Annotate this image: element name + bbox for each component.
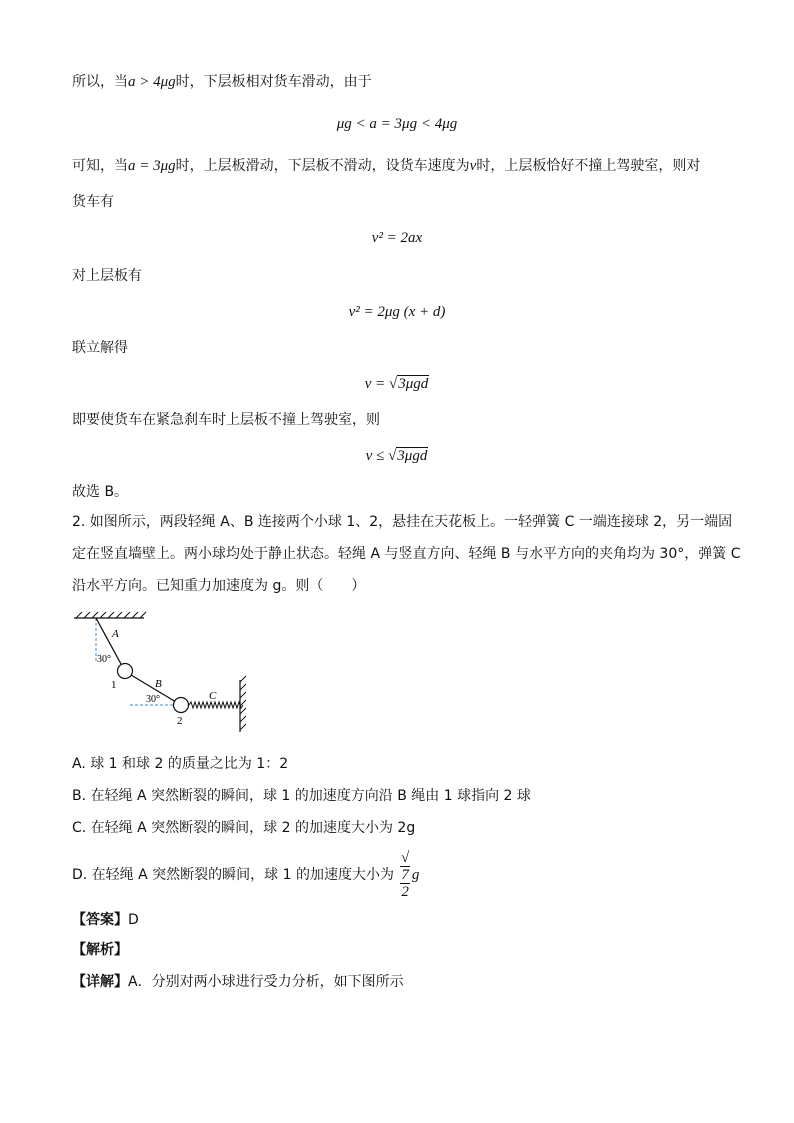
label-C: C bbox=[209, 690, 217, 702]
analysis-line bbox=[72, 940, 128, 960]
angle-label-1: 30° bbox=[97, 654, 111, 665]
text-span: 时，下层板相对货车滑动，由于 bbox=[175, 74, 372, 90]
fraction-denominator: 2 bbox=[401, 884, 409, 900]
detail-text: A．分别对两小球进行受力分析，如下图所示 bbox=[128, 974, 404, 990]
question-line: 2. 如图所示，两段轻绳 A、B 连接两个小球 1、2，悬挂在天花板上。一轻弹簧 C 一端连接球 2，另一端固 bbox=[72, 514, 733, 530]
physics-figure bbox=[66, 610, 256, 736]
text-line: 对上层板有 bbox=[72, 268, 142, 284]
ball-2 bbox=[174, 698, 189, 713]
answer-value: D bbox=[128, 912, 139, 928]
equation: v² = 2ax bbox=[371, 230, 423, 246]
wall bbox=[240, 676, 246, 732]
analysis-tag: 【解析】 bbox=[72, 942, 128, 958]
question-line: 沿水平方向。已知重力加速度为 g。则（ ） bbox=[72, 578, 366, 594]
option-D-text: D. 在轻绳 A 突然断裂的瞬间，球 1 的加速度大小为 bbox=[72, 867, 394, 883]
text-span: 可知，当 bbox=[72, 158, 128, 174]
detail-line bbox=[72, 972, 404, 992]
equation: μg < a = 3μg < 4μg bbox=[336, 116, 458, 132]
angle-label-2: 30° bbox=[146, 694, 160, 705]
sqrt-content: 3μgd bbox=[397, 448, 428, 464]
equation bbox=[0, 374, 794, 394]
text-span: 时，上层板恰好不撞上驾驶室，则对 bbox=[476, 158, 701, 174]
text-span: 时，上层板滑动，下层板不滑动，设货车速度为 bbox=[175, 158, 470, 174]
fraction-numerator: √ 7 bbox=[401, 850, 410, 883]
ceiling bbox=[74, 612, 146, 618]
question-line: 定在竖直墙壁上。两小球均处于静止状态。轻绳 A 与竖直方向、轻绳 B 与水平方向的夹角均为 30°，弹簧 C bbox=[72, 546, 741, 562]
ball-2-label: 2 bbox=[177, 715, 183, 727]
answer-tag: 【答案】 bbox=[72, 912, 128, 928]
eq-left: v ≤ bbox=[365, 448, 389, 464]
math-inline: v bbox=[469, 158, 477, 174]
fraction bbox=[400, 850, 410, 900]
math-inline: a = 3μg bbox=[128, 158, 176, 174]
equation bbox=[0, 446, 794, 466]
text-line: 故选 B。 bbox=[72, 484, 129, 500]
option-C: C. 在轻绳 A 突然断裂的瞬间，球 2 的加速度大小为 2g bbox=[72, 820, 416, 836]
math-inline: g bbox=[411, 867, 420, 883]
label-B: B bbox=[155, 678, 162, 690]
sqrt-sign: √ bbox=[388, 448, 397, 464]
detail-tag: 【详解】 bbox=[72, 974, 128, 990]
sqrt-sign: √ bbox=[389, 376, 398, 392]
text-line bbox=[72, 72, 722, 92]
spring-C bbox=[189, 702, 243, 708]
option-D bbox=[72, 850, 419, 900]
option-A: A. 球 1 和球 2 的质量之比为 1：2 bbox=[72, 756, 289, 772]
sqrt-content: 7 bbox=[401, 867, 409, 883]
answer-line bbox=[72, 910, 139, 930]
ball-1-label: 1 bbox=[111, 679, 117, 691]
sqrt-content: 3μgd bbox=[398, 376, 429, 392]
eq-left: v = bbox=[364, 376, 389, 392]
ball-1 bbox=[118, 664, 133, 679]
text-span: 所以，当 bbox=[72, 74, 128, 90]
equation: v² = 2μg (x + d) bbox=[348, 304, 446, 320]
label-A: A bbox=[112, 628, 119, 640]
math-inline: a > 4μg bbox=[128, 74, 176, 90]
option-B: B. 在轻绳 A 突然断裂的瞬间，球 1 的加速度方向沿 B 绳由 1 球指向 2 球 bbox=[72, 788, 531, 804]
text-line: 即要使货车在紧急刹车时上层板不撞上驾驶室，则 bbox=[72, 412, 380, 428]
text-line: 货车有 bbox=[72, 194, 114, 210]
text-line bbox=[72, 156, 722, 176]
text-line: 联立解得 bbox=[72, 340, 128, 356]
